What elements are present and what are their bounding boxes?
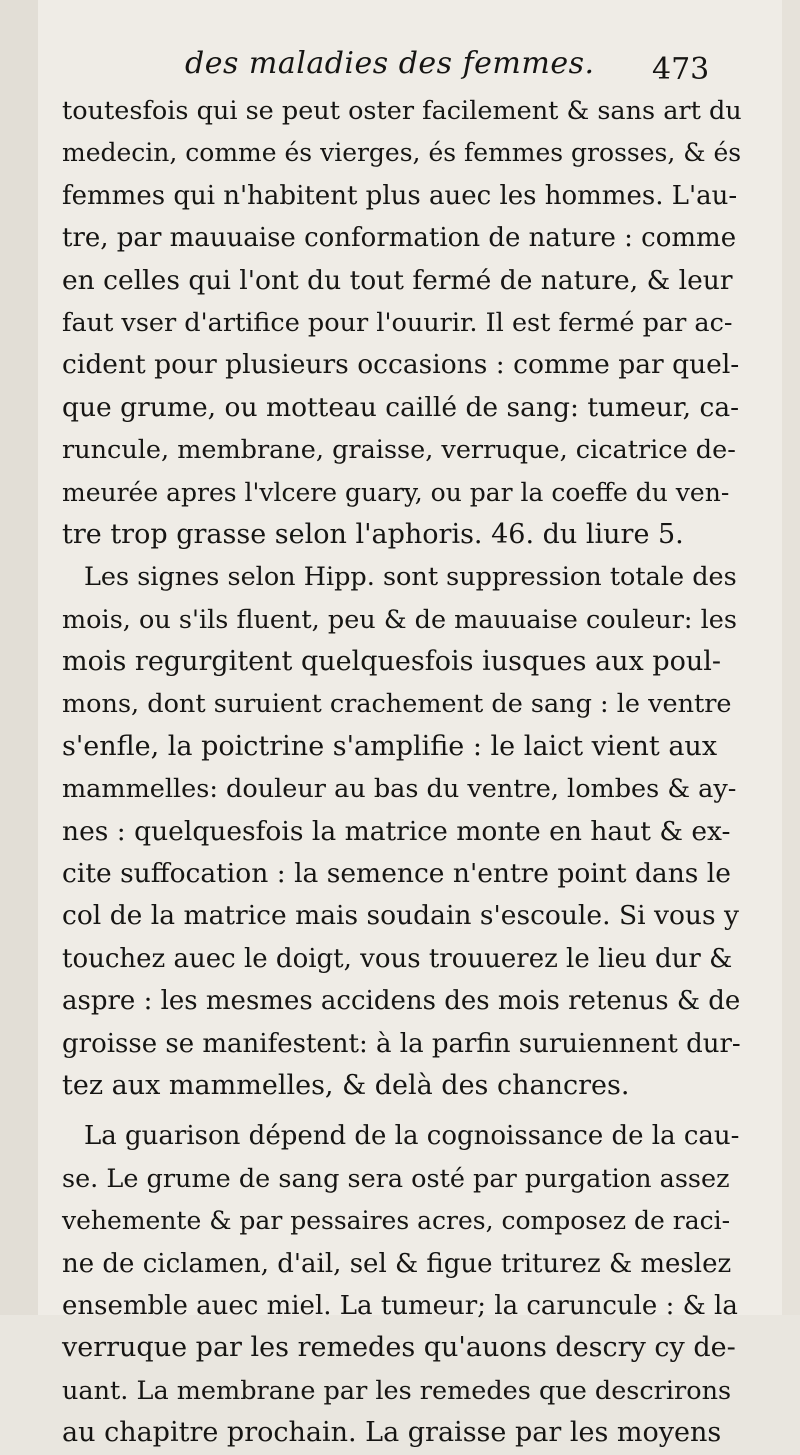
text-line: vehemente & par pessaires acres, composez de raci- — [62, 1206, 731, 1236]
text-line: verruque par les remedes qu'auons descry cy de- — [62, 1332, 736, 1364]
page-edge — [782, 0, 800, 1315]
text-line: nes : quelquesfois la matrice monte en haut & ex- — [62, 815, 731, 847]
text-line: aspre : les mesmes accidens des mois retenus & de — [62, 986, 741, 1017]
text-line: faut vser d'artifice pour l'ouurir. Il est fermé par ac- — [62, 307, 733, 338]
page-gutter — [0, 0, 38, 1315]
text-line: toutesfois qui se peut oster facilement & sans art du — [62, 96, 742, 126]
page-number: 473 — [652, 52, 710, 87]
paragraph-2 — [62, 556, 742, 1107]
paragraph-3 — [62, 1115, 742, 1454]
text-line: meurée apres l'vlcere guary, ou par la coeffe du ven- — [62, 477, 730, 507]
text-line: tre, par mauuaise conformation de nature : comme — [62, 223, 737, 254]
text-line: La guarison dépend de la cognoissance de la cau- — [84, 1121, 740, 1152]
text-line: runcule, membrane, graisse, verruque, cicatrice de- — [62, 435, 736, 466]
paragraph-1 — [62, 90, 742, 556]
text-line: au chapitre prochain. La graisse par les moyens — [62, 1417, 722, 1449]
body-text — [62, 90, 742, 1455]
text-line: touchez auec le doigt, vous trouuerez le lieu dur & — [62, 943, 733, 974]
text-line: medecin, comme és vierges, és femmes grosses, & és — [62, 138, 742, 168]
text-line: tez aux mammelles, & delà des chancres. — [62, 1069, 630, 1101]
text-line: Les signes selon Hipp. sont suppression totale des — [84, 562, 737, 593]
text-line: cite suffocation : la semence n'entre point dans le — [62, 858, 731, 890]
text-line: ne de ciclamen, d'ail, sel & figue triturez & meslez — [62, 1248, 732, 1279]
text-line: que grume, ou motteau caillé de sang: tumeur, ca- — [62, 391, 740, 423]
text-line: femmes qui n'habitent plus auec les hommes. L'au- — [62, 180, 738, 211]
text-line: s'enfle, la poictrine s'amplifie : le laict vient aux — [62, 730, 718, 762]
text-line: ensemble auec miel. La tumeur; la caruncule : & la — [62, 1290, 738, 1321]
text-line: uant. La membrane par les remedes que descrirons — [62, 1375, 732, 1406]
paragraph-gap — [62, 1107, 742, 1115]
text-line: col de la matrice mais soudain s'escoule. Si vous y — [62, 900, 739, 932]
text-line: mois, ou s'ils fluent, peu & de mauuaise couleur: les — [62, 604, 737, 635]
text-line: mons, dont suruient crachement de sang : le ventre — [62, 689, 732, 720]
text-line: se. Le grume de sang sera osté par purgation assez — [62, 1163, 730, 1194]
text-line: groisse se manifestent: à la parfin suruiennent dur- — [62, 1028, 741, 1059]
text-line: cident pour plusieurs occasions : comme par quel- — [62, 349, 740, 381]
text-line: en celles qui l'ont du tout fermé de nature, & leur — [62, 264, 733, 296]
text-line: mammelles: douleur au bas du ventre, lombes & ay- — [62, 774, 737, 805]
text-line: tre trop grasse selon l'aphoris. 46. du liure 5. — [62, 518, 684, 550]
text-line: mois regurgitent quelquesfois iusques aux poul- — [62, 646, 722, 678]
running-head: des maladies des femmes. — [185, 46, 595, 81]
